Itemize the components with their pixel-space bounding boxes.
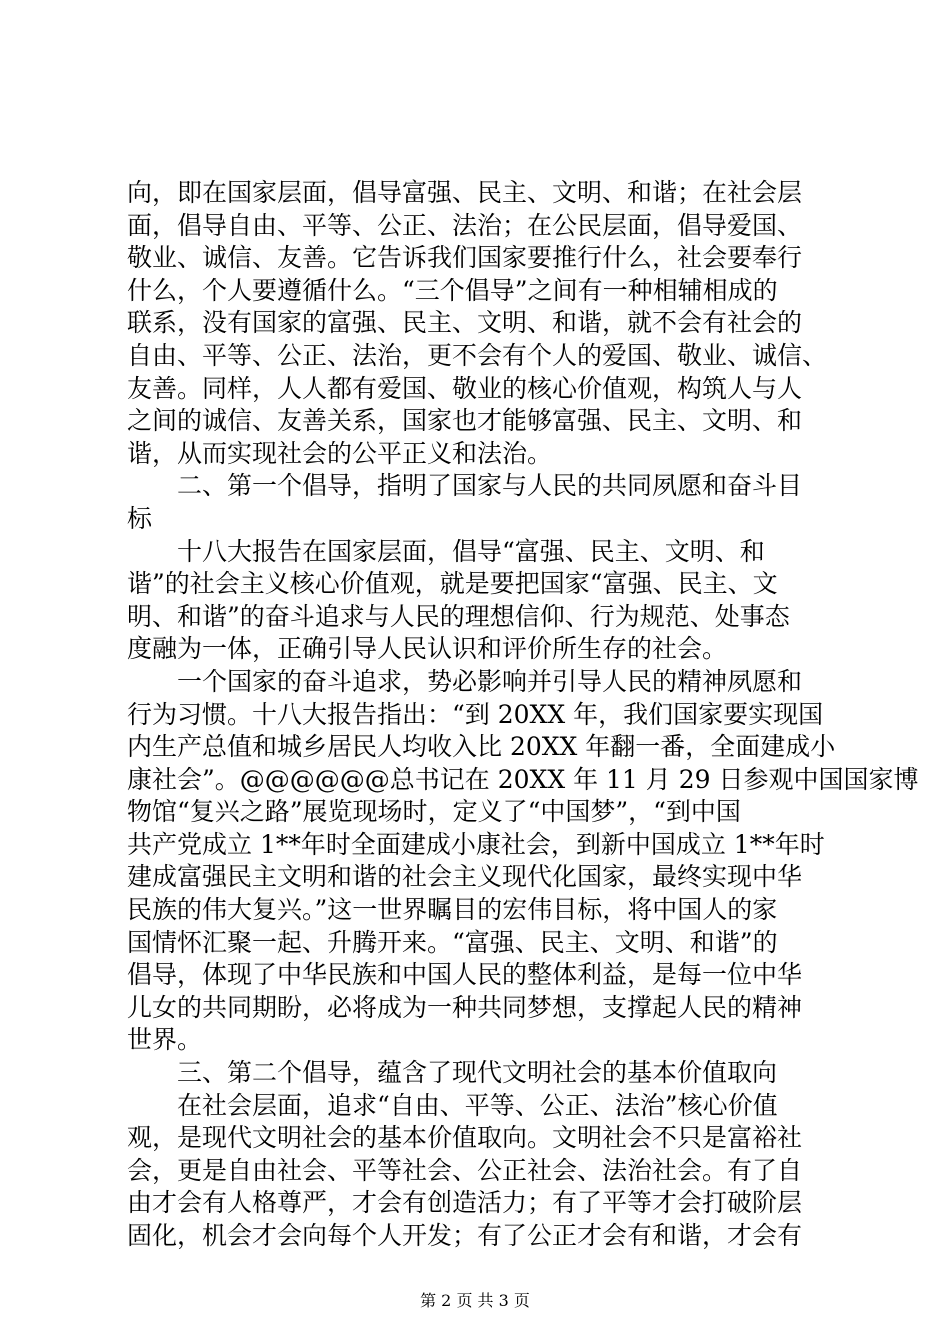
text-line: 建成富强民主文明和谐的社会主义现代化国家，最终实现中华	[127, 862, 803, 892]
text-line: 会，更是自由社会、平等社会、公正社会、法治社会。有了自	[127, 1155, 803, 1185]
text-line: 儿女的共同期盼，必将成为一种共同梦想，支撑起人民的精神	[127, 992, 803, 1022]
page-footer: 第 2 页 共 3 页	[420, 1291, 530, 1310]
text-line: 之间的诚信、友善关系，国家也才能够富强、民主、文明、和	[127, 406, 803, 436]
document-body	[127, 177, 919, 1253]
text-line: 行为习惯。十八大报告指出：“到 20XX 年，我们国家要实现国	[127, 699, 824, 729]
text-line: 友善。同样，人人都有爱国、敬业的核心价值观，构筑人与人	[127, 373, 803, 403]
text-line: 自由、平等、公正、法治，更不会有个人的爱国、敬业、诚信、	[127, 340, 828, 370]
text-line: 物馆“复兴之路”展览现场时，定义了“中国梦”，“到中国	[127, 797, 741, 827]
text-line: 国情怀汇聚一起、升腾开来。“富强、民主、文明、和谐”的	[127, 927, 778, 957]
text-line: 世界。	[127, 1025, 203, 1055]
text-line: 一个国家的奋斗追求，势必影响并引导人民的精神夙愿和	[127, 666, 803, 696]
text-line: 十八大报告在国家层面，倡导“富强、民主、文明、和	[127, 536, 765, 566]
text-line: 敬业、诚信、友善。它告诉我们国家要推行什么，社会要奉行	[127, 243, 803, 273]
text-line: 内生产总值和城乡居民人均收入比 20XX 年翻一番，全面建成小	[127, 732, 836, 762]
text-line: 谐”的社会主义核心价值观，就是要把国家“富强、民主、文	[127, 569, 778, 599]
text-line: 由才会有人格尊严，才会有创造活力；有了平等才会打破阶层	[127, 1188, 803, 1218]
text-line: 康社会”。@@@@@@总书记在 20XX 年 11 月 29 日参观中国国家博	[127, 764, 919, 794]
text-line: 共产党成立 1**年时全面建成小康社会，到新中国成立 1**年时	[127, 829, 825, 859]
text-line: 面，倡导自由、平等、公正、法治；在公民层面，倡导爱国、	[127, 210, 803, 240]
text-line: 谐，从而实现社会的公平正义和法治。	[127, 438, 553, 468]
text-line: 二、第一个倡导，指明了国家与人民的共同夙愿和奋斗目	[127, 471, 803, 501]
text-line: 民族的伟大复兴。”这一世界瞩目的宏伟目标，将中国人的家	[127, 895, 778, 925]
text-line: 向，即在国家层面，倡导富强、民主、文明、和谐；在社会层	[127, 178, 803, 207]
text-line: 什么，个人要遵循什么。“三个倡导”之间有一种相辅相成的	[127, 275, 778, 305]
text-line: 标	[127, 503, 153, 533]
text-line: 联系，没有国家的富强、民主、文明、和谐，就不会有社会的	[127, 308, 803, 338]
text-line: 倡导，体现了中华民族和中国人民的整体利益，是每一位中华	[127, 960, 803, 990]
text-line: 固化，机会才会向每个人开发；有了公正才会有和谐，才会有	[127, 1221, 803, 1250]
text-line: 三、第二个倡导，蕴含了现代文明社会的基本价值取向	[127, 1058, 778, 1088]
text-line: 观，是现代文明社会的基本价值取向。文明社会不只是富裕社	[127, 1123, 803, 1153]
text-line: 在社会层面，追求“自由、平等、公正、法治”核心价值	[127, 1090, 778, 1120]
text-line: 度融为一体，正确引导人民认识和评价所生存的社会。	[127, 634, 728, 664]
text-line: 明、和谐”的奋斗追求与人民的理想信仰、行为规范、处事态	[127, 601, 790, 631]
